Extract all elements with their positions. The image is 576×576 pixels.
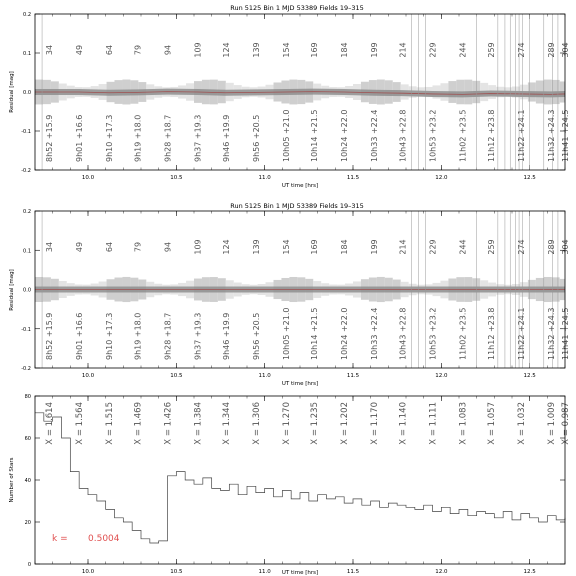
field-label: 64	[105, 44, 115, 56]
airmass-label: X = 1.235	[310, 402, 321, 445]
time-label: 10h53 +23.2	[428, 307, 438, 360]
field-label: 289	[546, 239, 556, 255]
k-label: k =	[52, 534, 68, 544]
k-value: 0.5004	[88, 534, 120, 544]
star-count-panel	[9, 394, 571, 576]
airmass-label: X = 0.987	[561, 402, 571, 445]
time-label: 11h22 +24.1	[516, 109, 526, 162]
y-tick-label: -0.1	[21, 326, 31, 333]
time-label: 8h52 +15.9	[45, 114, 55, 162]
time-label: 9h28 +18.7	[163, 312, 173, 360]
field-label: 79	[133, 241, 143, 253]
time-label: 11h41 +24.5	[561, 307, 570, 360]
field-label: 229	[428, 42, 438, 58]
airmass-label: X = 1.140	[398, 402, 409, 445]
time-label: 10h33 +22.4	[370, 109, 380, 162]
y-tick-label: 0.2	[23, 12, 31, 18]
residual-panel-top	[9, 4, 570, 189]
y-axis-label: Residual [mag]	[9, 71, 15, 113]
airmass-label: X = 1.384	[193, 402, 204, 445]
x-tick-label: 12.0	[435, 373, 448, 379]
field-label: 259	[486, 239, 496, 255]
time-label: 9h56 +20.5	[251, 312, 261, 360]
time-label: 10h43 +22.8	[398, 109, 408, 162]
field-label: 169	[310, 42, 320, 58]
field-label: 304	[561, 239, 570, 255]
field-label: 34	[45, 44, 55, 56]
y-tick-label: 20	[24, 520, 31, 526]
airmass-label: X = 1.344	[221, 402, 232, 445]
field-label: 199	[370, 42, 380, 58]
field-label: 94	[163, 44, 173, 56]
y-axis-label: Residual [mag]	[9, 269, 15, 311]
y-tick-label: -0.1	[21, 129, 31, 135]
airmass-label: X = 1.083	[458, 402, 469, 445]
time-label: 11h02 +23.5	[458, 109, 468, 162]
y-tick-label: 0.1	[23, 51, 31, 57]
time-label: 9h19 +18.0	[133, 312, 143, 360]
field-label: 184	[340, 239, 350, 255]
x-tick-label: 11.0	[258, 373, 271, 379]
airmass-label: X = 1.515	[105, 402, 116, 445]
star-count-marks	[25, 394, 571, 575]
field-label: 49	[75, 44, 85, 56]
field-label: 139	[251, 42, 261, 58]
field-label: 214	[398, 42, 408, 58]
x-axis-label: UT time [hrs]	[281, 381, 319, 387]
field-label: 274	[516, 42, 526, 58]
field-label: 109	[193, 239, 203, 255]
time-label: 9h28 +18.7	[163, 114, 173, 162]
x-tick-label: 11.5	[346, 569, 360, 575]
y-tick-label: 40	[24, 478, 31, 484]
x-tick-label: 12.0	[435, 175, 448, 181]
airmass-label: X = 1.306	[251, 402, 262, 445]
field-label: 214	[398, 239, 408, 255]
field-label: 169	[310, 239, 320, 255]
time-label: 10h53 +23.2	[428, 109, 438, 162]
x-tick-label: 10.0	[81, 175, 95, 181]
residual-marks	[21, 209, 570, 379]
time-label: 10h14 +21.5	[310, 109, 320, 162]
field-label: 64	[105, 241, 115, 253]
panel-title: Run 5125 Bin 1 MJD 53389 Fields 19–315	[230, 202, 364, 210]
x-tick-label: 12.5	[523, 569, 536, 575]
field-label: 184	[340, 42, 350, 58]
time-label: 11h02 +23.5	[458, 307, 468, 360]
time-label: 9h37 +19.3	[193, 312, 203, 360]
time-label: 9h56 +20.5	[251, 114, 261, 162]
field-label: 109	[193, 42, 203, 58]
y-tick-label: 0.0	[23, 287, 31, 294]
residual-panel-middle	[9, 202, 570, 387]
time-label: 9h10 +17.3	[105, 312, 115, 360]
y-axis-label: Number of Stars	[9, 457, 15, 503]
x-tick-label: 10.5	[170, 373, 183, 379]
x-tick-label: 11.0	[258, 569, 271, 575]
time-label: 10h43 +22.8	[398, 307, 408, 360]
time-label: 9h01 +16.6	[75, 312, 85, 360]
airmass-label: X = 1.614	[45, 402, 56, 445]
time-label: 10h33 +22.4	[370, 307, 380, 360]
airmass-label: X = 1.564	[75, 402, 86, 445]
time-label: 11h12 +23.8	[486, 307, 496, 360]
field-label: 124	[221, 42, 231, 58]
y-tick-label: 0.2	[23, 209, 31, 215]
x-tick-label: 10.0	[81, 569, 95, 575]
field-label: 34	[45, 241, 55, 253]
airmass-label: X = 1.032	[516, 402, 527, 445]
x-tick-label: 12.5	[523, 175, 536, 181]
y-tick-label: 0.0	[23, 90, 31, 96]
time-label: 10h24 +22.0	[340, 307, 350, 360]
x-tick-label: 11.5	[346, 175, 360, 181]
x-tick-label: 10.0	[81, 373, 95, 379]
time-label: 9h37 +19.3	[193, 114, 203, 162]
airmass-label: X = 1.009	[546, 402, 557, 445]
x-tick-label: 12.0	[435, 569, 448, 575]
field-label: 304	[561, 42, 570, 58]
time-label: 8h52 +15.9	[45, 312, 55, 360]
y-tick-label: 80	[24, 394, 31, 400]
time-label: 9h01 +16.6	[75, 114, 85, 162]
field-label: 139	[251, 239, 261, 255]
x-tick-label: 11.0	[258, 175, 271, 181]
field-label: 274	[516, 239, 526, 255]
field-label: 199	[370, 239, 380, 255]
field-label: 259	[486, 42, 496, 58]
time-label: 9h19 +18.0	[133, 114, 143, 162]
airmass-label: X = 1.426	[163, 402, 174, 445]
airmass-label: X = 1.170	[370, 402, 381, 445]
field-label: 244	[458, 239, 468, 255]
field-label: 94	[163, 241, 173, 253]
field-label: 154	[281, 42, 291, 58]
airmass-label: X = 1.202	[340, 402, 351, 445]
time-label: 9h10 +17.3	[105, 114, 115, 162]
y-tick-label: -0.2	[21, 366, 31, 372]
airmass-label: X = 1.270	[281, 402, 292, 445]
field-label: 124	[221, 239, 231, 255]
field-label: 79	[133, 44, 143, 56]
field-label: 229	[428, 239, 438, 255]
time-label: 10h05 +21.0	[281, 307, 291, 360]
time-label: 9h46 +19.9	[221, 312, 231, 360]
time-label: 11h32 +24.3	[546, 307, 556, 360]
y-tick-label: 0	[27, 562, 31, 568]
time-label: 11h12 +23.8	[486, 109, 496, 162]
x-tick-label: 10.5	[170, 569, 183, 575]
x-tick-label: 10.5	[170, 175, 183, 181]
panel-title: Run 5125 Bin 1 MJD 53389 Fields 19–315	[230, 4, 364, 12]
field-label: 244	[458, 42, 468, 58]
time-label: 10h14 +21.5	[310, 307, 320, 360]
y-tick-label: 0.1	[23, 248, 31, 255]
time-label: 10h24 +22.0	[340, 109, 350, 162]
time-label: 11h22 +24.1	[516, 307, 526, 360]
y-tick-label: -0.2	[21, 168, 31, 174]
x-tick-label: 11.5	[346, 373, 360, 379]
time-label: 11h41 +24.5	[561, 109, 570, 162]
airmass-label: X = 1.469	[133, 402, 144, 445]
airmass-label: X = 1.111	[428, 402, 439, 445]
field-label: 49	[75, 241, 85, 253]
airmass-label: X = 1.057	[486, 402, 497, 445]
x-axis-label: UT time [hrs]	[281, 570, 319, 576]
field-label: 154	[281, 239, 291, 255]
time-label: 9h46 +19.9	[221, 114, 231, 162]
time-label: 11h32 +24.3	[546, 109, 556, 162]
time-label: 10h05 +21.0	[281, 109, 291, 162]
x-axis-label: UT time [hrs]	[281, 183, 319, 189]
x-tick-label: 12.5	[523, 373, 536, 379]
y-tick-label: 60	[24, 436, 31, 442]
field-label: 289	[546, 42, 556, 58]
residual-marks	[21, 12, 570, 181]
